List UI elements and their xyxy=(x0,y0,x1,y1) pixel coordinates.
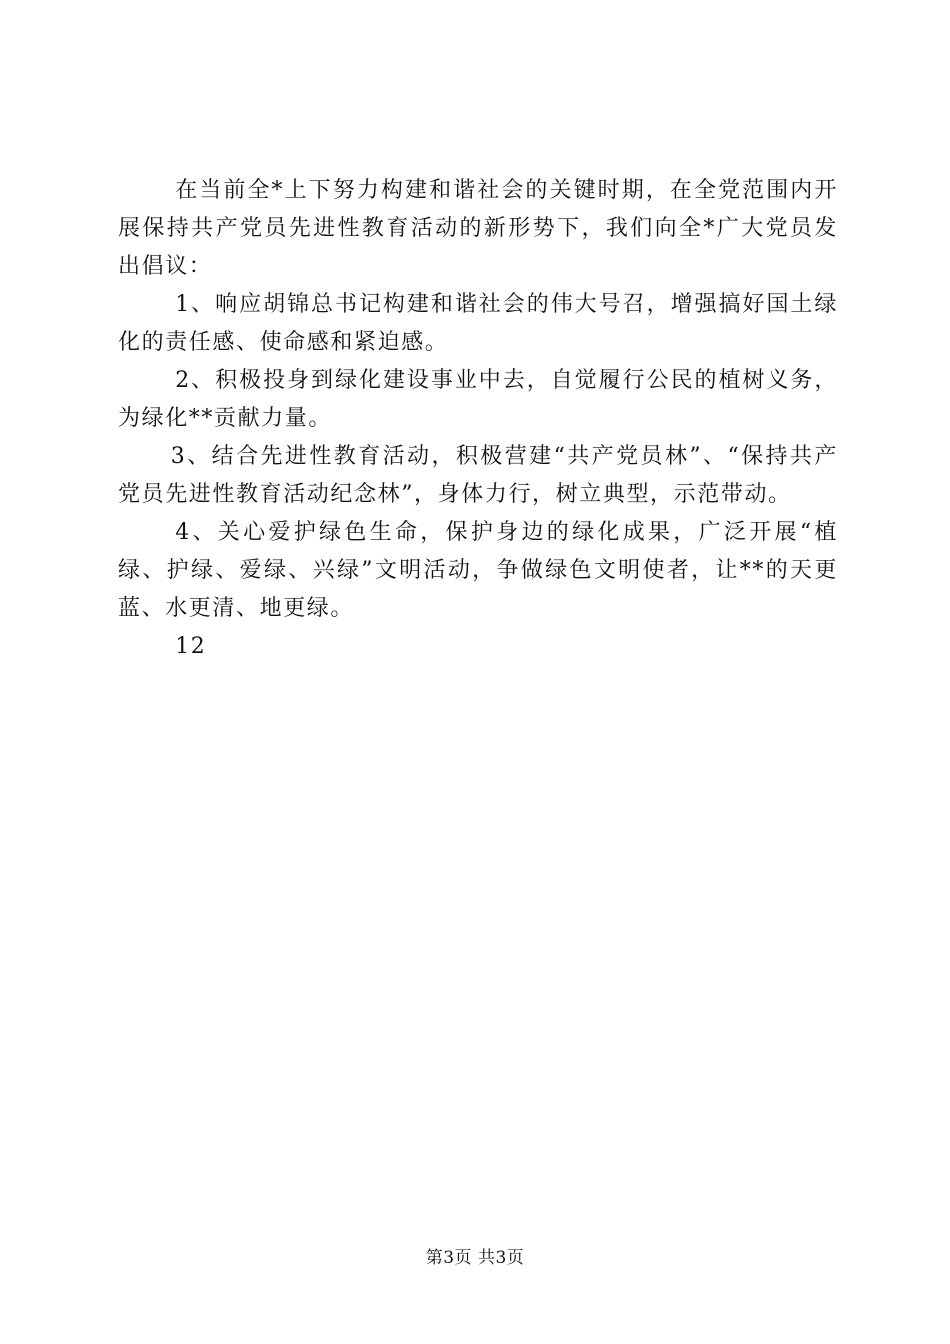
paragraph-item-3: 3、结合先进性教育活动，积极营建“共产党员林”、“保持共产党员先进性教育活动纪念林”，身体力行，树立典型，示范带动。 xyxy=(118,444,838,507)
paragraph-item-4: 4、关心爱护绿色生命，保护身边的绿化成果，广泛开展“植绿、护绿、爱绿、兴绿”文明活动，争做绿色文明使者，让**的天更蓝、水更清、地更绿。 xyxy=(118,520,838,621)
paragraph-item-1: 1、响应胡锦总书记构建和谐社会的伟大号召，增强搞好国土绿化的责任感、使命感和紧迫感。 xyxy=(118,292,838,355)
paragraph-number: 12 xyxy=(175,634,207,659)
document-body xyxy=(118,172,838,666)
paragraph-item-2: 2、积极投身到绿化建设事业中去，自觉履行公民的植树义务，为绿化**贡献力量。 xyxy=(118,368,838,431)
paragraph-intro: 在当前全*上下努力构建和谐社会的关键时期，在全党范围内开展保持共产党员先进性教育活动的新形势下，我们向全*广大党员发出倡议： xyxy=(118,178,838,279)
page-footer: 第3页 共3页 xyxy=(425,1248,525,1268)
